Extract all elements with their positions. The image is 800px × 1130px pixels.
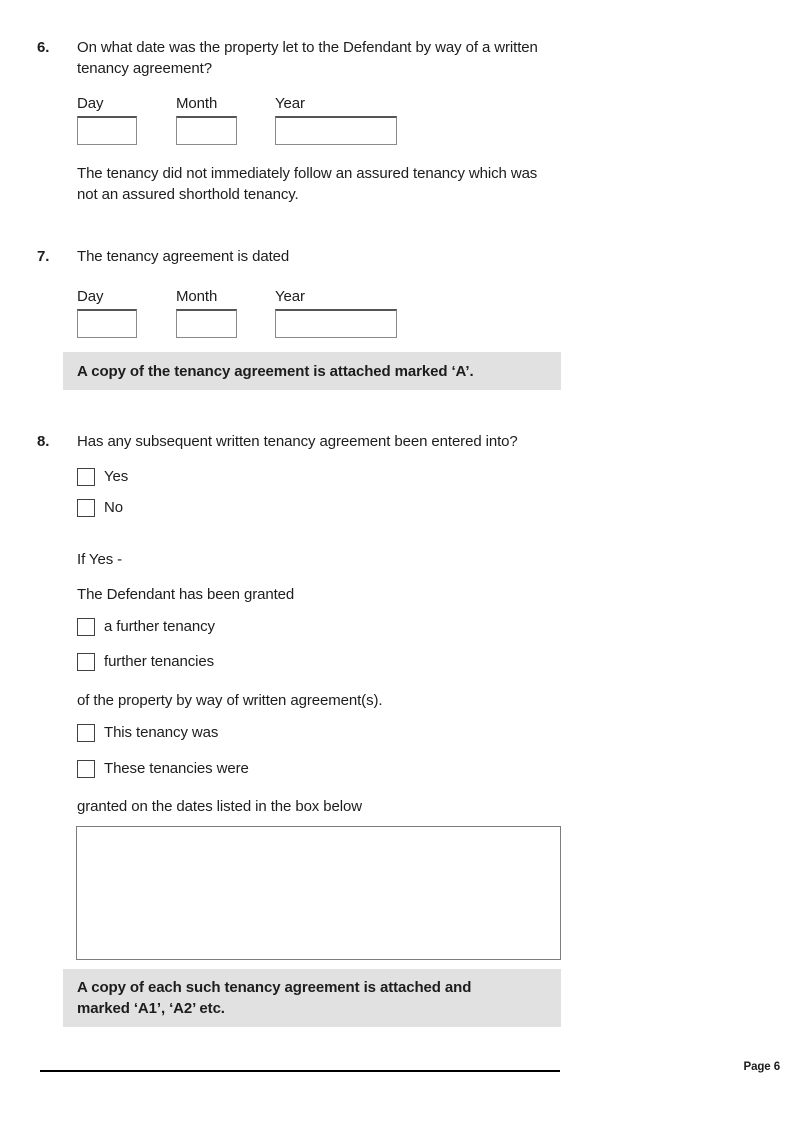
no-label: No [104, 499, 123, 516]
further-tenancy-label: a further tenancy [104, 618, 215, 635]
q8-option-no [77, 498, 123, 517]
yes-checkbox[interactable] [77, 468, 95, 486]
these-tenancies-checkbox[interactable] [77, 760, 95, 778]
q7-year-label: Year [275, 288, 305, 305]
further-tenancies-checkbox[interactable] [77, 653, 95, 671]
these-tenancies-label: These tenancies were [104, 760, 249, 777]
q8-attachment-statement [63, 969, 561, 1027]
this-tenancy-checkbox[interactable] [77, 724, 95, 742]
q6-day-field[interactable] [77, 116, 137, 145]
q7-month-label: Month [176, 288, 218, 305]
q7-day-field[interactable] [77, 309, 137, 338]
q8-option-this-tenancy [77, 723, 218, 742]
question-8-number: 8. [37, 433, 50, 450]
no-checkbox[interactable] [77, 499, 95, 517]
q6-day-label: Day [77, 95, 104, 112]
q7-month-field[interactable] [176, 309, 237, 338]
q6-note: The tenancy did not immediately follow an assured tenancy which was not an assured shorthold tenancy. [77, 165, 538, 203]
q8-option-further-tenancies [77, 652, 214, 671]
q8-granted-line: granted on the dates listed in the box below [77, 798, 362, 815]
question-6-number: 6. [37, 39, 50, 56]
footer-rule [40, 1070, 560, 1072]
q8-option-further-tenancy [77, 617, 215, 636]
this-tenancy-label: This tenancy was [104, 724, 219, 741]
q6-month-field[interactable] [176, 116, 237, 145]
q6-year-field[interactable] [275, 116, 397, 145]
page-number: Page 6 [743, 1061, 780, 1073]
q7-year-field[interactable] [275, 309, 397, 338]
further-tenancy-checkbox[interactable] [77, 618, 95, 636]
question-7-number: 7. [37, 248, 50, 265]
question-6-text: On what date was the property let to the Defendant by way of a written tenancy agreement? [77, 39, 538, 77]
q7-attachment-statement-text: A copy of the tenancy agreement is attached marked ‘A’. [77, 362, 474, 380]
question-7-text: The tenancy agreement is dated [77, 248, 290, 265]
q8-attachment-statement-text: A copy of each such tenancy agreement is attached and marked ‘A1’, ‘A2’ etc. [77, 979, 472, 1017]
q6-year-label: Year [275, 95, 305, 112]
q7-day-label: Day [77, 288, 104, 305]
q8-property-line: of the property by way of written agreement(s). [77, 692, 383, 709]
further-tenancies-label: further tenancies [104, 653, 215, 670]
q8-dates-box[interactable] [76, 826, 561, 960]
q8-option-these-tenancies [77, 759, 249, 778]
question-8-text: Has any subsequent written tenancy agreement been entered into? [77, 433, 518, 450]
q8-if-yes-label: If Yes - [77, 551, 123, 568]
q8-granted-intro: The Defendant has been granted [77, 586, 295, 603]
yes-label: Yes [104, 468, 129, 485]
q6-month-label: Month [176, 95, 218, 112]
q7-attachment-statement [63, 352, 561, 390]
q8-option-yes [77, 467, 128, 486]
